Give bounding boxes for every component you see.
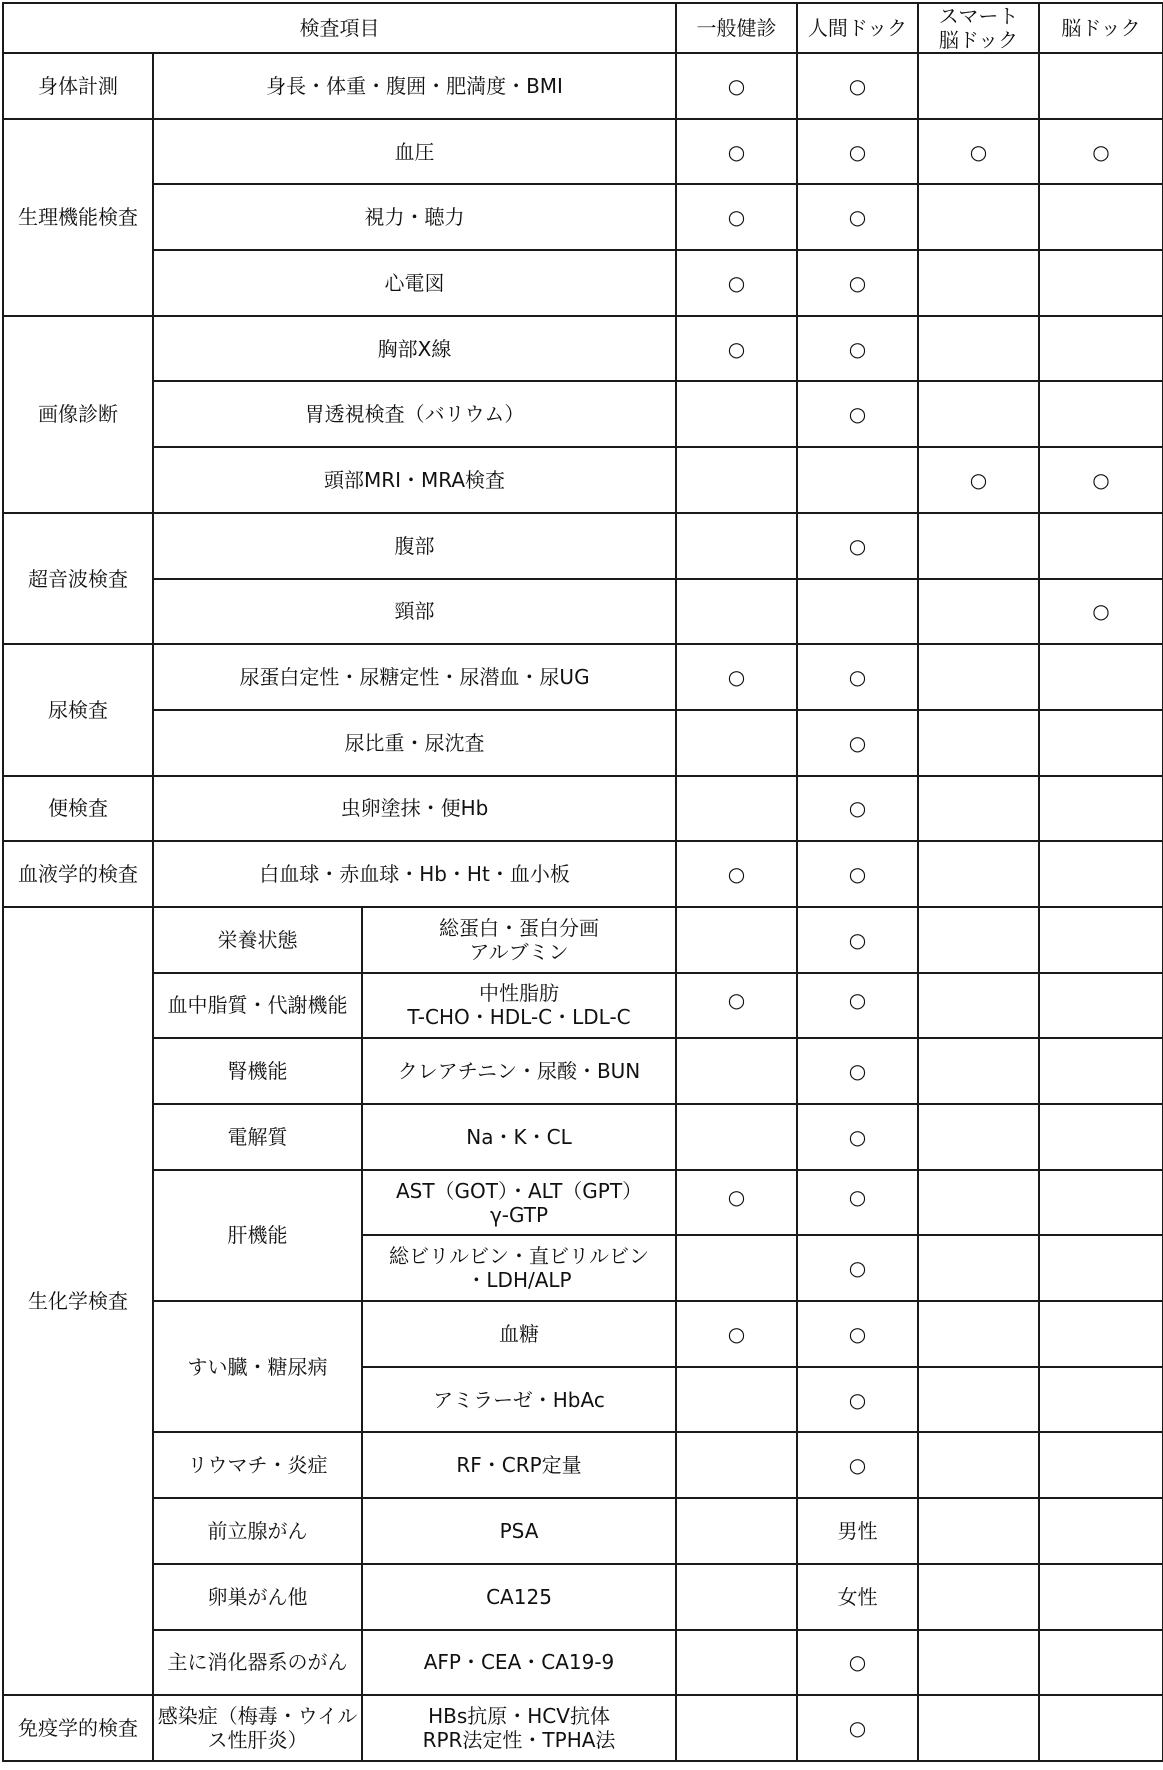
table-row bbox=[3, 1630, 1163, 1696]
mark-brain-dock bbox=[1039, 1367, 1163, 1433]
item-label: 身長・体重・腹囲・肥満度・BMI bbox=[153, 53, 676, 119]
subcategory-label: リウマチ・炎症 bbox=[153, 1432, 362, 1498]
mark-smart-brain-dock bbox=[918, 1695, 1039, 1761]
mark-brain-dock bbox=[1039, 381, 1163, 447]
mark-human-dock: ○ bbox=[797, 907, 918, 973]
mark-smart-brain-dock bbox=[918, 973, 1039, 1039]
mark-brain-dock bbox=[1039, 776, 1163, 842]
mark-human-dock: ○ bbox=[797, 776, 918, 842]
mark-general: ○ bbox=[676, 841, 797, 907]
subcategory-label: すい臓・糖尿病 bbox=[153, 1301, 362, 1432]
item-label: PSA bbox=[362, 1498, 676, 1564]
mark-general bbox=[676, 513, 797, 579]
mark-smart-brain-dock bbox=[918, 1367, 1039, 1433]
item-label: 虫卵塗抹・便Hb bbox=[153, 776, 676, 842]
mark-general: ○ bbox=[676, 1170, 797, 1236]
mark-human-dock: ○ bbox=[797, 1367, 918, 1433]
mark-general: ○ bbox=[676, 316, 797, 382]
mark-smart-brain-dock: ○ bbox=[918, 119, 1039, 185]
category-label: 血液学的検査 bbox=[3, 841, 153, 907]
mark-brain-dock bbox=[1039, 1695, 1163, 1761]
mark-human-dock: ○ bbox=[797, 53, 918, 119]
mark-smart-brain-dock bbox=[918, 776, 1039, 842]
mark-general bbox=[676, 1432, 797, 1498]
mark-brain-dock: ○ bbox=[1039, 119, 1163, 185]
header-general-checkup: 一般健診 bbox=[676, 3, 797, 53]
item-label: 視力・聴力 bbox=[153, 184, 676, 250]
item-label: AFP・CEA・CA19-9 bbox=[362, 1630, 676, 1696]
mark-brain-dock bbox=[1039, 53, 1163, 119]
subcategory-label: 血中脂質・代謝機能 bbox=[153, 973, 362, 1039]
category-label: 身体計測 bbox=[3, 53, 153, 119]
mark-general bbox=[676, 776, 797, 842]
mark-smart-brain-dock bbox=[918, 381, 1039, 447]
mark-smart-brain-dock bbox=[918, 1498, 1039, 1564]
mark-human-dock: ○ bbox=[797, 710, 918, 776]
category-label: 尿検査 bbox=[3, 644, 153, 775]
subcategory-label: 腎機能 bbox=[153, 1038, 362, 1104]
table-row bbox=[3, 513, 1163, 579]
mark-smart-brain-dock bbox=[918, 513, 1039, 579]
header-exam-item: 検査項目 bbox=[3, 3, 676, 53]
mark-human-dock: ○ bbox=[797, 1301, 918, 1367]
mark-brain-dock bbox=[1039, 1104, 1163, 1170]
mark-brain-dock: ○ bbox=[1039, 447, 1163, 513]
mark-human-dock: 男性 bbox=[797, 1498, 918, 1564]
table-row bbox=[3, 644, 1163, 710]
subcategory-label: 主に消化器系のがん bbox=[153, 1630, 362, 1696]
table-row bbox=[3, 447, 1163, 513]
category-label: 生理機能検査 bbox=[3, 119, 153, 316]
item-label: 頭部MRI・MRA検査 bbox=[153, 447, 676, 513]
item-label: 尿比重・尿沈査 bbox=[153, 710, 676, 776]
table-row bbox=[3, 710, 1163, 776]
item-label: Na・K・CL bbox=[362, 1104, 676, 1170]
subcategory-label: 感染症（梅毒・ウイル ス性肝炎） bbox=[153, 1695, 362, 1761]
mark-general bbox=[676, 1498, 797, 1564]
mark-human-dock: ○ bbox=[797, 1630, 918, 1696]
mark-brain-dock bbox=[1039, 644, 1163, 710]
mark-general bbox=[676, 1038, 797, 1104]
mark-smart-brain-dock bbox=[918, 1235, 1039, 1301]
mark-brain-dock bbox=[1039, 1630, 1163, 1696]
table-row bbox=[3, 1104, 1163, 1170]
mark-general bbox=[676, 1695, 797, 1761]
mark-brain-dock bbox=[1039, 907, 1163, 973]
mark-general: ○ bbox=[676, 973, 797, 1039]
mark-general bbox=[676, 1104, 797, 1170]
mark-smart-brain-dock bbox=[918, 1170, 1039, 1236]
mark-smart-brain-dock bbox=[918, 1301, 1039, 1367]
mark-human-dock: ○ bbox=[797, 841, 918, 907]
table-row bbox=[3, 1038, 1163, 1104]
table-row bbox=[3, 907, 1163, 973]
mark-human-dock: ○ bbox=[797, 1170, 918, 1236]
mark-general bbox=[676, 381, 797, 447]
category-label: 免疫学的検査 bbox=[3, 1695, 153, 1761]
mark-human-dock: ○ bbox=[797, 250, 918, 316]
mark-brain-dock bbox=[1039, 841, 1163, 907]
item-label: アミラーゼ・HbAc bbox=[362, 1367, 676, 1433]
mark-human-dock: ○ bbox=[797, 644, 918, 710]
mark-brain-dock bbox=[1039, 1432, 1163, 1498]
mark-general bbox=[676, 1235, 797, 1301]
item-label: CA125 bbox=[362, 1564, 676, 1630]
table-row bbox=[3, 316, 1163, 382]
item-label: 尿蛋白定性・尿糖定性・尿潜血・尿UG bbox=[153, 644, 676, 710]
item-label: 頸部 bbox=[153, 579, 676, 645]
mark-smart-brain-dock bbox=[918, 250, 1039, 316]
mark-smart-brain-dock bbox=[918, 1432, 1039, 1498]
mark-human-dock bbox=[797, 447, 918, 513]
mark-brain-dock bbox=[1039, 973, 1163, 1039]
item-label: 中性脂肪 T-CHO・HDL-C・LDL-C bbox=[362, 973, 676, 1039]
mark-smart-brain-dock bbox=[918, 316, 1039, 382]
item-label: 胃透視検査（バリウム） bbox=[153, 381, 676, 447]
mark-general bbox=[676, 1367, 797, 1433]
subcategory-label: 栄養状態 bbox=[153, 907, 362, 973]
item-label: AST（GOT）・ALT（GPT） γ-GTP bbox=[362, 1170, 676, 1236]
mark-human-dock: ○ bbox=[797, 1432, 918, 1498]
mark-smart-brain-dock bbox=[918, 184, 1039, 250]
table-row bbox=[3, 1498, 1163, 1564]
mark-smart-brain-dock bbox=[918, 1104, 1039, 1170]
table-row bbox=[3, 1301, 1163, 1367]
mark-human-dock bbox=[797, 579, 918, 645]
item-label: 腹部 bbox=[153, 513, 676, 579]
item-label: 総蛋白・蛋白分画 アルブミン bbox=[362, 907, 676, 973]
mark-brain-dock: ○ bbox=[1039, 579, 1163, 645]
table-row bbox=[3, 579, 1163, 645]
mark-human-dock: ○ bbox=[797, 1104, 918, 1170]
subcategory-label: 卵巣がん他 bbox=[153, 1564, 362, 1630]
table-row bbox=[3, 381, 1163, 447]
mark-brain-dock bbox=[1039, 1301, 1163, 1367]
subcategory-label: 前立腺がん bbox=[153, 1498, 362, 1564]
item-label: 血糖 bbox=[362, 1301, 676, 1367]
table-row bbox=[3, 250, 1163, 316]
mark-smart-brain-dock bbox=[918, 1038, 1039, 1104]
mark-smart-brain-dock bbox=[918, 907, 1039, 973]
mark-general: ○ bbox=[676, 184, 797, 250]
category-label: 超音波検査 bbox=[3, 513, 153, 644]
mark-smart-brain-dock bbox=[918, 53, 1039, 119]
item-label: 心電図 bbox=[153, 250, 676, 316]
table-row bbox=[3, 1170, 1163, 1236]
mark-brain-dock bbox=[1039, 250, 1163, 316]
table-row bbox=[3, 776, 1163, 842]
mark-smart-brain-dock bbox=[918, 841, 1039, 907]
mark-brain-dock bbox=[1039, 1564, 1163, 1630]
mark-brain-dock bbox=[1039, 184, 1163, 250]
mark-human-dock: ○ bbox=[797, 381, 918, 447]
mark-smart-brain-dock bbox=[918, 579, 1039, 645]
mark-human-dock: ○ bbox=[797, 184, 918, 250]
item-label: 血圧 bbox=[153, 119, 676, 185]
mark-brain-dock bbox=[1039, 1038, 1163, 1104]
mark-general bbox=[676, 710, 797, 776]
subcategory-label: 電解質 bbox=[153, 1104, 362, 1170]
table-row bbox=[3, 119, 1163, 185]
mark-general bbox=[676, 447, 797, 513]
category-label: 生化学検査 bbox=[3, 907, 153, 1695]
mark-human-dock: ○ bbox=[797, 119, 918, 185]
item-label: RF・CRP定量 bbox=[362, 1432, 676, 1498]
table-row bbox=[3, 1564, 1163, 1630]
mark-general bbox=[676, 907, 797, 973]
mark-smart-brain-dock bbox=[918, 644, 1039, 710]
mark-human-dock: ○ bbox=[797, 316, 918, 382]
table-row bbox=[3, 184, 1163, 250]
mark-brain-dock bbox=[1039, 1170, 1163, 1236]
item-label: 総ビリルビン・直ビリルビン ・LDH/ALP bbox=[362, 1235, 676, 1301]
table-row bbox=[3, 1432, 1163, 1498]
item-label: 白血球・赤血球・Hb・Ht・血小板 bbox=[153, 841, 676, 907]
mark-general: ○ bbox=[676, 1301, 797, 1367]
mark-general bbox=[676, 1564, 797, 1630]
mark-brain-dock bbox=[1039, 1235, 1163, 1301]
category-label: 便検査 bbox=[3, 776, 153, 842]
mark-smart-brain-dock bbox=[918, 710, 1039, 776]
mark-brain-dock bbox=[1039, 316, 1163, 382]
category-label: 画像診断 bbox=[3, 316, 153, 513]
exam-items-table bbox=[2, 2, 1163, 1762]
subcategory-label: 肝機能 bbox=[153, 1170, 362, 1301]
mark-human-dock: ○ bbox=[797, 1235, 918, 1301]
table-row bbox=[3, 841, 1163, 907]
table-row bbox=[3, 53, 1163, 119]
mark-brain-dock bbox=[1039, 1498, 1163, 1564]
mark-brain-dock bbox=[1039, 710, 1163, 776]
header-smart-brain-dock: スマート 脳ドック bbox=[918, 3, 1039, 53]
header-brain-dock: 脳ドック bbox=[1039, 3, 1163, 53]
mark-human-dock: ○ bbox=[797, 513, 918, 579]
mark-human-dock: ○ bbox=[797, 973, 918, 1039]
mark-human-dock: ○ bbox=[797, 1038, 918, 1104]
item-label: 胸部X線 bbox=[153, 316, 676, 382]
table-row bbox=[3, 973, 1163, 1039]
mark-human-dock: ○ bbox=[797, 1695, 918, 1761]
mark-smart-brain-dock: ○ bbox=[918, 447, 1039, 513]
mark-general: ○ bbox=[676, 119, 797, 185]
mark-general: ○ bbox=[676, 53, 797, 119]
mark-smart-brain-dock bbox=[918, 1630, 1039, 1696]
mark-general bbox=[676, 1630, 797, 1696]
mark-human-dock: 女性 bbox=[797, 1564, 918, 1630]
mark-general bbox=[676, 579, 797, 645]
table-row bbox=[3, 1695, 1163, 1761]
item-label: クレアチニン・尿酸・BUN bbox=[362, 1038, 676, 1104]
header-human-dock: 人間ドック bbox=[797, 3, 918, 53]
item-label: HBs抗原・HCV抗体 RPR法定性・TPHA法 bbox=[362, 1695, 676, 1761]
mark-general: ○ bbox=[676, 644, 797, 710]
header-row bbox=[3, 3, 1163, 53]
mark-brain-dock bbox=[1039, 513, 1163, 579]
mark-general: ○ bbox=[676, 250, 797, 316]
mark-smart-brain-dock bbox=[918, 1564, 1039, 1630]
